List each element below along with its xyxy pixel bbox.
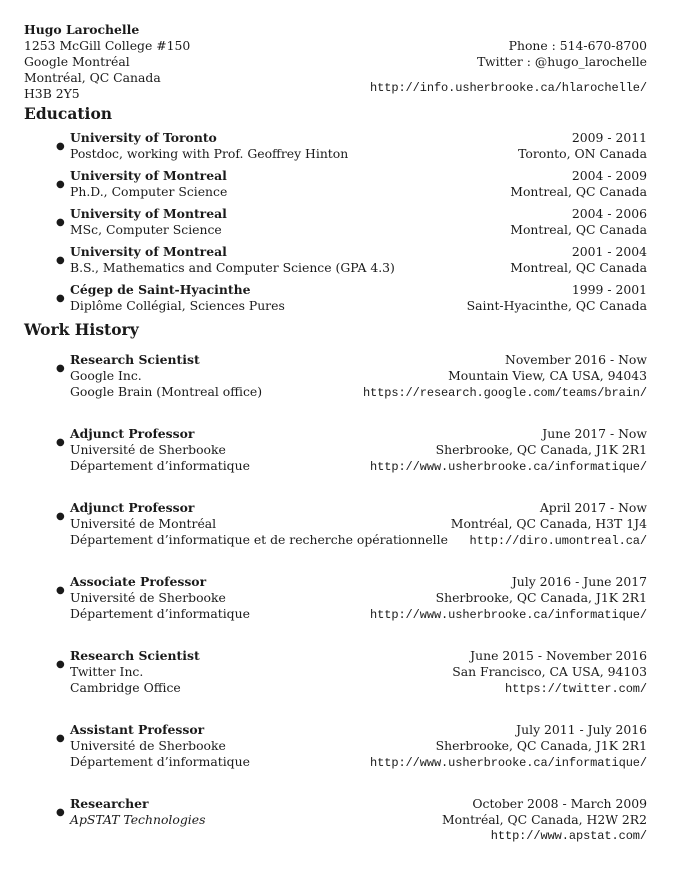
- job-organization: Université de Montréal: [70, 516, 217, 531]
- job-organization: ApSTAT Technologies: [70, 812, 206, 827]
- education-dates: 2004 - 2009: [571, 168, 647, 183]
- degree-detail: Diplôme Collégial, Sciences Pures: [70, 298, 285, 313]
- education-location: Montreal, QC Canada: [510, 222, 647, 237]
- education-dates: 2009 - 2011: [571, 130, 647, 145]
- twitter-handle[interactable]: Twitter : @hugo_larochelle: [477, 54, 647, 69]
- degree-detail: Postdoc, working with Prof. Geoffrey Hinton: [70, 146, 349, 161]
- education-item: [24, 206, 647, 238]
- work-item: [24, 574, 647, 648]
- work-history-list: [24, 352, 647, 870]
- job-organization: Twitter Inc.: [70, 664, 144, 679]
- job-location: Montréal, QC Canada, H3T 1J4: [450, 516, 647, 531]
- bullet-icon: ●: [56, 585, 65, 596]
- work-item: [24, 352, 647, 426]
- job-dates: April 2017 - Now: [539, 500, 647, 515]
- bullet-icon: ●: [56, 179, 65, 190]
- address-line: H3B 2Y5: [24, 86, 80, 101]
- bullet-icon: ●: [56, 659, 65, 670]
- job-unit: Cambridge Office: [70, 680, 181, 695]
- address-line: Google Montréal: [24, 54, 130, 69]
- education-item: [24, 168, 647, 200]
- education-location: Montreal, QC Canada: [510, 184, 647, 199]
- job-role: Adjunct Professor: [70, 426, 195, 441]
- job-organization: Université de Sherbooke: [70, 442, 226, 457]
- education-item: [24, 130, 647, 162]
- bullet-icon: ●: [56, 733, 65, 744]
- contact-info: [370, 38, 647, 96]
- job-url-link[interactable]: http://www.usherbrooke.ca/informatique/: [370, 756, 647, 770]
- job-unit: Département d’informatique: [70, 754, 250, 769]
- education-heading: Education: [24, 104, 113, 123]
- job-unit: Département d’informatique: [70, 606, 250, 621]
- job-location: Sherbrooke, QC Canada, J1K 2R1: [435, 590, 647, 605]
- job-organization: Université de Sherbooke: [70, 738, 226, 753]
- job-role: Research Scientist: [70, 648, 200, 663]
- bullet-icon: ●: [56, 293, 65, 304]
- education-dates: 2004 - 2006: [571, 206, 647, 221]
- job-dates: July 2011 - July 2016: [516, 722, 647, 737]
- job-dates: October 2008 - March 2009: [472, 796, 647, 811]
- job-role: Adjunct Professor: [70, 500, 195, 515]
- education-dates: 1999 - 2001: [571, 282, 647, 297]
- job-location: San Francisco, CA USA, 94103: [452, 664, 647, 679]
- job-url-link[interactable]: http://www.apstat.com/: [490, 829, 647, 843]
- homepage-link[interactable]: http://info.usherbrooke.ca/hlarochelle/: [370, 81, 647, 95]
- job-url-link[interactable]: https://research.google.com/teams/brain/: [362, 386, 647, 400]
- job-location: Montréal, QC Canada, H2W 2R2: [441, 812, 647, 827]
- resume-header: [24, 22, 647, 104]
- bullet-icon: ●: [56, 363, 65, 374]
- bullet-icon: ●: [56, 141, 65, 152]
- work-item: [24, 648, 647, 722]
- degree-detail: Ph.D., Computer Science: [70, 184, 228, 199]
- job-unit: Google Brain (Montreal office): [70, 384, 263, 399]
- person-name: Hugo Larochelle: [24, 22, 140, 37]
- address-line: Montréal, QC Canada: [24, 70, 161, 85]
- work-history-heading: Work History: [24, 320, 139, 339]
- job-role: Assistant Professor: [70, 722, 205, 737]
- job-role: Associate Professor: [70, 574, 207, 589]
- degree-detail: MSc, Computer Science: [70, 222, 222, 237]
- education-list: [24, 130, 647, 314]
- contact-address: [24, 22, 190, 102]
- job-url-link[interactable]: https://twitter.com/: [504, 682, 647, 696]
- job-organization: Université de Sherbooke: [70, 590, 226, 605]
- education-item: [24, 282, 647, 314]
- resume-page: [24, 22, 647, 870]
- job-location: Sherbrooke, QC Canada, J1K 2R1: [435, 738, 647, 753]
- bullet-icon: ●: [56, 255, 65, 266]
- institution-name: University of Toronto: [70, 130, 217, 145]
- work-item: [24, 722, 647, 796]
- education-location: Montreal, QC Canada: [510, 260, 647, 275]
- job-unit: Département d’informatique et de recherche opérationnelle: [70, 532, 448, 547]
- bullet-icon: ●: [56, 437, 65, 448]
- bullet-icon: ●: [56, 217, 65, 228]
- degree-detail: B.S., Mathematics and Computer Science (GPA 4.3): [70, 260, 395, 275]
- job-url-link[interactable]: http://www.usherbrooke.ca/informatique/: [370, 608, 647, 622]
- education-dates: 2001 - 2004: [571, 244, 647, 259]
- job-url-link[interactable]: http://www.usherbrooke.ca/informatique/: [370, 460, 647, 474]
- education-location: Toronto, ON Canada: [518, 146, 647, 161]
- work-item: [24, 500, 647, 574]
- job-location: Sherbrooke, QC Canada, J1K 2R1: [435, 442, 647, 457]
- job-organization: Google Inc.: [70, 368, 142, 383]
- job-dates: July 2016 - June 2017: [511, 574, 647, 589]
- job-url-link[interactable]: http://diro.umontreal.ca/: [469, 534, 647, 548]
- bullet-icon: ●: [56, 511, 65, 522]
- work-item: [24, 426, 647, 500]
- job-dates: June 2015 - November 2016: [470, 648, 647, 663]
- job-dates: November 2016 - Now: [504, 352, 647, 367]
- institution-name: University of Montreal: [70, 244, 227, 259]
- institution-name: University of Montreal: [70, 168, 227, 183]
- job-role: Research Scientist: [70, 352, 200, 367]
- job-location: Mountain View, CA USA, 94043: [448, 368, 647, 383]
- job-dates: June 2017 - Now: [542, 426, 647, 441]
- job-role: Researcher: [70, 796, 149, 811]
- institution-name: Cégep de Saint-Hyacinthe: [70, 282, 251, 297]
- institution-name: University of Montreal: [70, 206, 227, 221]
- bullet-icon: ●: [56, 807, 65, 818]
- education-item: [24, 244, 647, 276]
- work-item: [24, 796, 647, 870]
- job-unit: Département d’informatique: [70, 458, 250, 473]
- phone-number: Phone : 514-670-8700: [508, 38, 647, 53]
- education-location: Saint-Hyacinthe, QC Canada: [466, 298, 647, 313]
- address-line: 1253 McGill College #150: [24, 38, 191, 53]
